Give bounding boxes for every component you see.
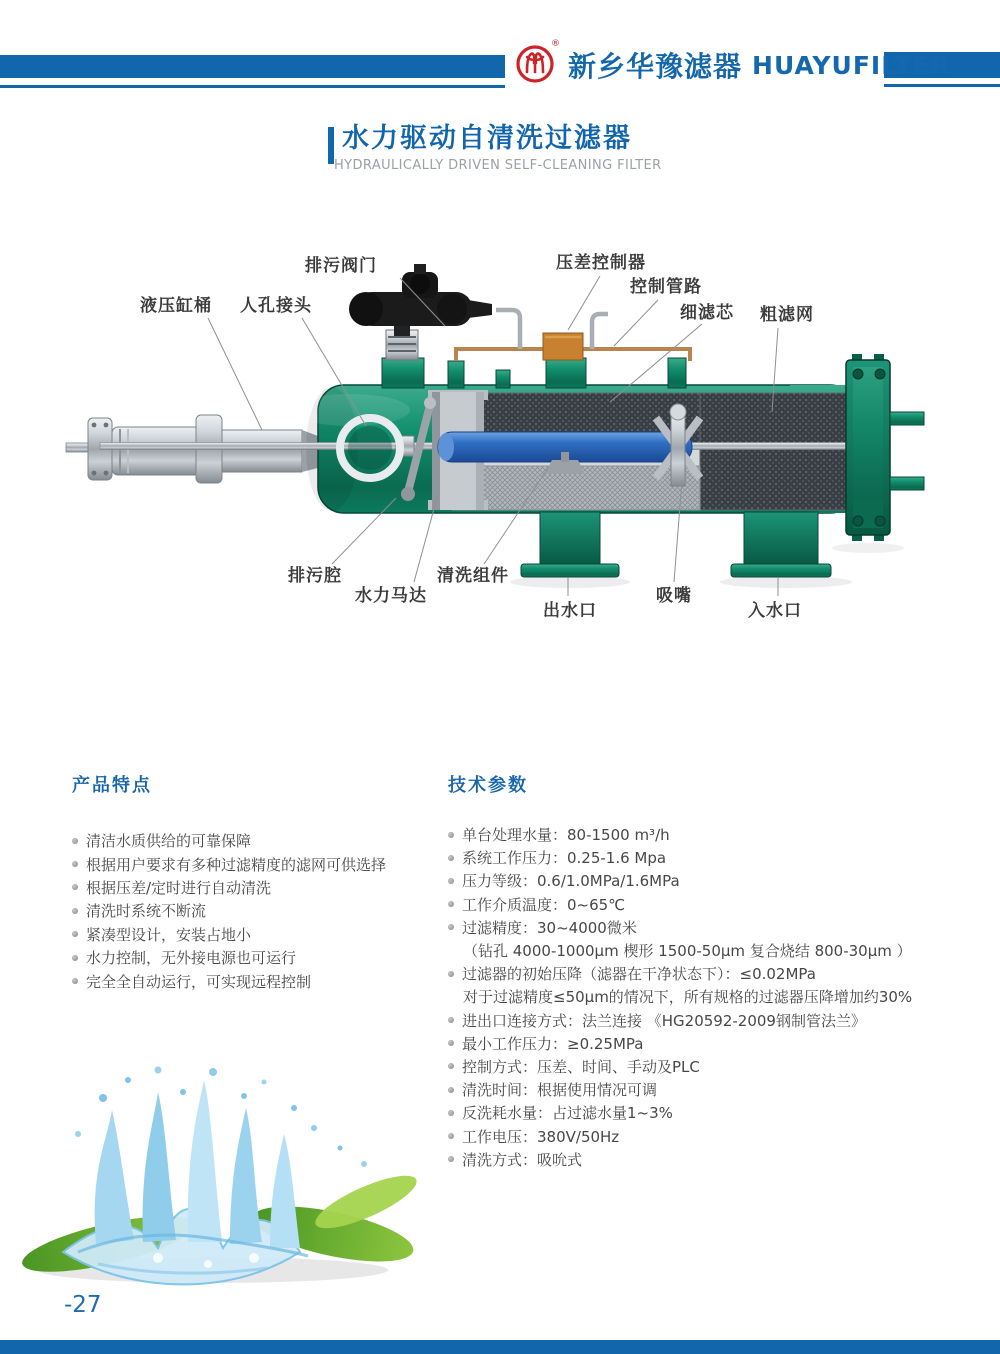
bullet-icon (72, 838, 78, 844)
spec-item (448, 1101, 996, 1124)
bullet-icon (72, 931, 78, 937)
filter-diagram (0, 230, 1000, 650)
leader-line (208, 318, 262, 430)
diagram-label: 液压缸桶 (140, 296, 212, 316)
feature-item (72, 969, 437, 992)
bullet-icon (448, 1156, 454, 1162)
feature-text: 根据压差/定时进行自动清洗 (86, 878, 272, 897)
features-list (72, 829, 437, 993)
spec-text: 最小工作压力：≥0.25MPa (462, 1034, 644, 1053)
feature-item (72, 852, 437, 875)
spec-item (448, 1148, 996, 1171)
spec-text: 对于过滤精度≤50μm的情况下，所有规格的过滤器压降增加约30% (463, 988, 913, 1007)
registered-mark: ® (551, 39, 560, 49)
feature-text: 根据用户要求有多种过滤精度的滤网可供选择 (86, 855, 387, 874)
leader-line (568, 276, 600, 330)
specs-list (448, 823, 996, 1171)
bullet-icon (72, 861, 78, 867)
bullet-icon (72, 955, 78, 961)
spec-item (448, 869, 996, 892)
spec-item (448, 962, 996, 985)
bullet-icon (448, 855, 454, 861)
spec-item (448, 1055, 996, 1078)
inlet-port (731, 512, 831, 577)
diagram-label: 吸嘴 (656, 586, 692, 606)
page-subtitle: HYDRAULICALLY DRIVEN SELF-CLEANING FILTER (334, 158, 662, 173)
spec-text: 工作介质温度：0~65℃ (462, 895, 626, 914)
brand-name-en: HUAYUFILTER (752, 50, 951, 80)
spec-text: 压力等级：0.6/1.0MPa/1.6MPa (462, 872, 680, 891)
bullet-icon (448, 878, 454, 884)
spec-text: 清洗方式：吸吮式 (462, 1150, 583, 1169)
diagram-label: 细滤芯 (680, 303, 734, 323)
spec-text: 反洗耗水量：占过滤水量1~3% (462, 1104, 673, 1123)
feature-text: 清洗时系统不断流 (86, 902, 207, 921)
spec-text: 清洗时间：根据使用情况可调 (462, 1081, 658, 1100)
spec-item (448, 1032, 996, 1055)
spec-item (448, 1009, 996, 1032)
outlet-port (521, 512, 619, 577)
feature-text: 紧凑型设计，安装占地小 (86, 925, 252, 944)
page-number: -27 (64, 1292, 102, 1318)
title-accent-rule (328, 127, 334, 164)
diagram-label: 排污阀门 (305, 256, 377, 276)
pressure-controller (543, 333, 583, 360)
manhole (340, 418, 400, 478)
feature-text: 清洁水质供给的可靠保障 (86, 832, 252, 851)
spec-item (448, 939, 996, 962)
header-line-left (0, 85, 505, 88)
specs-heading: 技术参数 (448, 775, 528, 796)
spec-item (448, 1124, 996, 1147)
features-heading: 产品特点 (72, 775, 152, 796)
feature-text: 水力控制，无外接电源也可运行 (86, 949, 297, 968)
diagram-label: 压差控制器 (556, 253, 646, 273)
bullet-icon (448, 1133, 454, 1139)
feature-item (72, 829, 437, 852)
bullet-icon (448, 1063, 454, 1069)
diagram-label: 人孔接头 (240, 296, 312, 316)
bullet-icon (448, 971, 454, 977)
spec-item (448, 985, 996, 1008)
spec-item (448, 823, 996, 846)
spec-text: 系统工作压力：0.25-1.6 Mpa (462, 849, 667, 868)
spec-text: 过滤器的初始压降（滤器在干净状态下）：≤0.02MPa (462, 965, 816, 984)
bullet-icon (448, 924, 454, 930)
spec-text: 进出口连接方式：法兰连接 《HG20592-2009钢制管法兰》 (462, 1011, 866, 1030)
bullet-icon (448, 1040, 454, 1046)
footer-bar (0, 1340, 1000, 1354)
feature-item (72, 899, 437, 922)
specs-section (448, 771, 996, 1171)
spec-item (448, 893, 996, 916)
bullet-icon (448, 1110, 454, 1116)
diagram-label: 水力马达 (355, 586, 427, 606)
diagram-label: 控制管路 (630, 277, 702, 297)
bullet-icon (72, 908, 78, 914)
bullet-icon (448, 832, 454, 838)
spec-text: （钻孔 4000-1000μm 楔形 1500-50μm 复合烧结 800-30μm ） (463, 942, 912, 961)
features-section (72, 771, 437, 993)
diagram-label: 排污腔 (288, 566, 342, 586)
feature-item (72, 923, 437, 946)
spec-text: 工作电压：380V/50Hz (462, 1127, 620, 1146)
brand-name-cn: 新乡华豫滤器 (568, 50, 743, 83)
diagram-label: 粗滤网 (760, 305, 814, 325)
bullet-icon (448, 1017, 454, 1023)
feature-item (72, 946, 437, 969)
bullet-icon (448, 1087, 454, 1093)
bullet-icon (72, 884, 78, 890)
brand-block (514, 39, 951, 88)
spec-text: 过滤精度：30~4000微米 (462, 918, 637, 937)
diagram-label: 入水口 (748, 601, 802, 621)
page-title-block (328, 124, 662, 173)
spec-item (448, 916, 996, 939)
spec-text: 控制方式：压差、时间、手动及PLC (462, 1057, 700, 1076)
bullet-icon (448, 901, 454, 907)
bullet-icon (72, 978, 78, 984)
feature-text: 完全全自动运行，可实现远程控制 (86, 972, 312, 991)
header-bar-left (0, 55, 505, 78)
feature-item (72, 876, 437, 899)
spec-text: 单台处理水量：80-1500 m³/h (462, 826, 670, 845)
right-flange (846, 354, 924, 541)
page-title: 水力驱动自清洗过滤器 (342, 123, 632, 154)
diagram-label: 出水口 (543, 601, 597, 621)
spec-item (448, 1078, 996, 1101)
huayu-logo-icon (514, 41, 558, 89)
drain-valve (349, 264, 492, 360)
diagram-label: 清洗组件 (437, 566, 509, 586)
leader-line (614, 300, 658, 346)
spec-item (448, 846, 996, 869)
water-splash-artwork (8, 1052, 438, 1302)
